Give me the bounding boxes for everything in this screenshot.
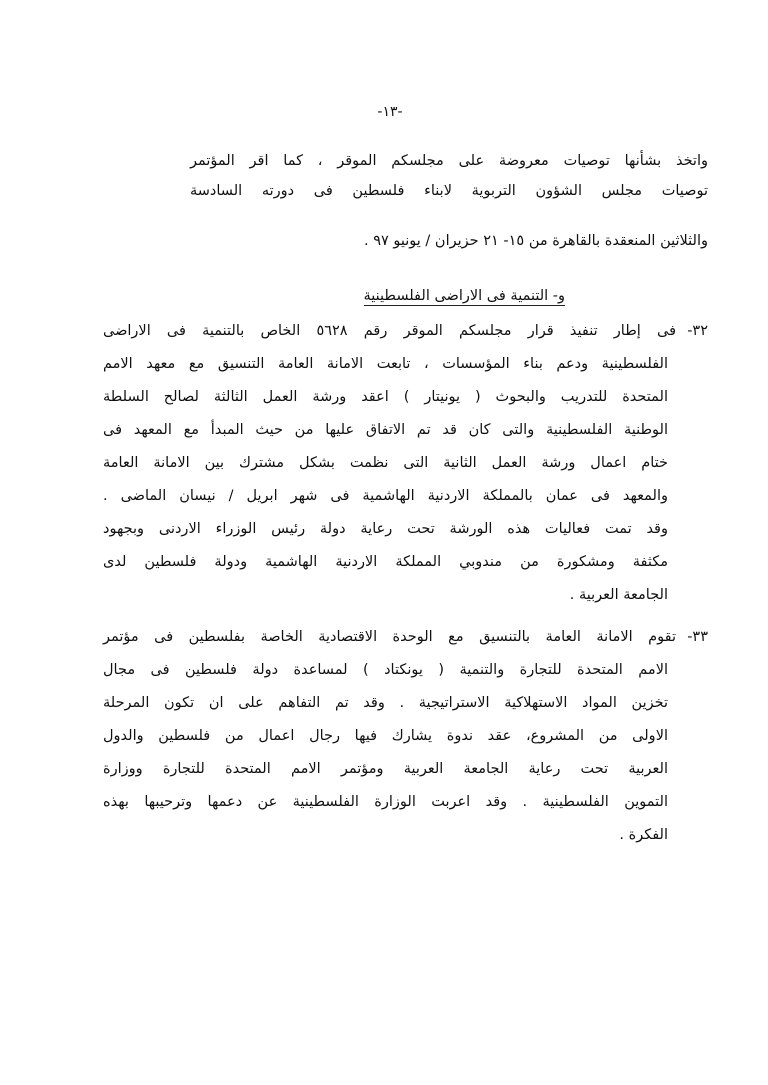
item-line: تقوم الامانة العامة بالتنسيق مع الوحدة الاقتصادية الخاصة بفلسطين فى مؤتمر: [103, 629, 676, 645]
intro-line: واتخذ بشأنها توصيات معروضة على مجلسكم الموقر ، كما اقر المؤتمر: [190, 153, 708, 169]
item-line: الاولى من المشروع، عقد ندوة يشارك فيها رجال اعمال من فلسطين والدول: [103, 728, 668, 744]
item-line: فى إطار تنفيذ قرار مجلسكم الموقر رقم ٥٦٢٨ الخاص بالتنمية فى الاراضى: [103, 323, 677, 339]
item-line: الوطنية الفلسطينية والتى كان قد تم الاتفاق عليها من حيث المبدأ مع المعهد فى: [103, 422, 668, 438]
item-number: ٣٣-: [687, 629, 708, 645]
item-number: ٣٢-: [687, 323, 708, 339]
item-line: الجامعة العربية .: [569, 587, 668, 603]
item-line: الامم المتحدة للتجارة والتنمية ( يونكتاد ) لمساعدة دولة فلسطين فى مجال: [103, 662, 668, 678]
intro-line: توصيات مجلس الشؤون التربوية لابناء فلسطين فى دورته السادسة: [190, 183, 708, 199]
item-line: المتحدة للتدريب والبحوث ( يونيتار ) اعقد ورشة العمل الثالثة لصالح السلطة: [103, 389, 668, 405]
item-line: الفكرة .: [619, 827, 668, 843]
page-number: -١٣-: [377, 104, 403, 120]
intro-line: والثلاثين المنعقدة بالقاهرة من ١٥- ٢١ حزيران / يونيو ٩٧ .: [363, 233, 708, 249]
item-line: تخزين المواد الاستهلاكية الاستراتيجية . وقد تم التفاهم على ان تكون المرحلة: [103, 695, 668, 711]
item-line: مكثفة ومشكورة من مندوبي المملكة الاردنية الهاشمية ودولة فلسطين لدى: [103, 554, 668, 570]
item-line: ختام اعمال ورشة العمل الثانية التى نظمت بشكل مشترك بين الامانة العامة: [103, 455, 668, 471]
item-line: العربية تحت رعاية الجامعة العربية ومؤتمر الامم المتحدة للتجارة ووزارة: [103, 761, 668, 777]
item-line: والمعهد فى عمان بالمملكة الاردنية الهاشمية فى شهر ابريل / نيسان الماضى .: [103, 488, 668, 504]
item-line: التموين الفلسطينية . وقد اعربت الوزارة الفلسطينية عن دعمها وترحيبها بهذه: [103, 794, 668, 810]
item-line: وقد تمت فعاليات هذه الورشة تحت رعاية دولة رئيس الوزراء الاردنى وبجهود: [103, 521, 668, 537]
item-line: الفلسطينية ودعم بناء المؤسسات ، تابعت الامانة العامة التنسيق مع معهد الامم: [103, 356, 668, 372]
section-heading: و- التنمية فى الاراضى الفلسطينية: [363, 288, 565, 304]
